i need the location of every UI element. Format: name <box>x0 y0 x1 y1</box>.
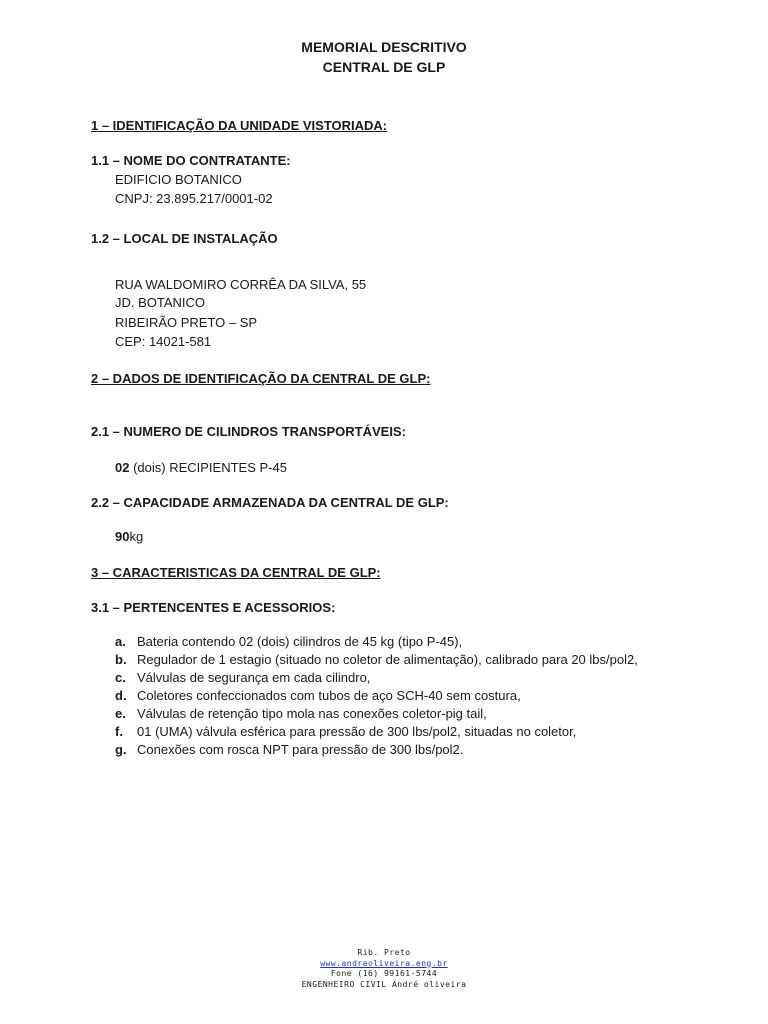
list-item-text: Conexões com rosca NPT para pressão de 300 lbs/pol2. <box>137 742 464 757</box>
list-item-text: 01 (UMA) válvula esférica para pressão de 300 lbs/pol2, situadas no coletor, <box>137 724 577 739</box>
list-item-text: Bateria contendo 02 (dois) cilindros de 45 kg (tipo P-45), <box>137 634 463 649</box>
contractor-name: EDIFICIO BOTANICO <box>115 172 242 187</box>
list-marker: e. <box>115 706 126 721</box>
address-street: RUA WALDOMIRO CORRÊA DA SILVA, 55 <box>115 277 367 292</box>
list-item <box>115 633 638 651</box>
cylinder-count <box>115 460 287 475</box>
list-item-text: Válvulas de segurança em cada cilindro, <box>137 670 371 685</box>
list-marker: c. <box>115 670 126 685</box>
footer-website-link[interactable]: www.andreoliveira.eng.br <box>320 958 448 968</box>
list-item <box>115 723 638 741</box>
list-marker: f. <box>115 724 123 739</box>
section-3-1-heading: 3.1 – PERTENCENTES E ACESSORIOS: <box>91 600 336 615</box>
document-subtitle: CENTRAL DE GLP <box>322 59 446 75</box>
list-item-text: Coletores confeccionados com tubos de aço SCH-40 sem costura, <box>137 688 521 703</box>
list-item <box>115 705 638 723</box>
section-3-heading: 3 – CARACTERISTICAS DA CENTRAL DE GLP: <box>91 565 381 580</box>
footer-phone: Fone (16) 99161-5744 <box>330 969 438 978</box>
footer <box>0 948 768 990</box>
section-1-heading: 1 – IDENTIFICAÇÃO DA UNIDADE VISTORIADA: <box>91 118 388 133</box>
address-district: JD. BOTANICO <box>115 295 206 310</box>
list-item <box>115 687 638 705</box>
list-marker: b. <box>115 652 127 667</box>
list-marker: d. <box>115 688 127 703</box>
section-1-2-heading: 1.2 – LOCAL DE INSTALAÇÃO <box>91 231 278 246</box>
section-2-1-heading: 2.1 – NUMERO DE CILINDROS TRANSPORTÁVEIS: <box>91 424 406 439</box>
footer-engineer: ENGENHEIRO CIVIL André oliveira <box>301 979 467 989</box>
list-item-text: Válvulas de retenção tipo mola nas conexões coletor-pig tail, <box>137 706 487 721</box>
list-marker: g. <box>115 742 127 757</box>
cylinder-count-number: 02 <box>115 460 130 475</box>
contractor-cnpj: CNPJ: 23.895.217/0001-02 <box>115 191 273 206</box>
section-1-1-heading: 1.1 – NOME DO CONTRATANTE: <box>91 153 291 168</box>
section-2-2-heading: 2.2 – CAPACIDADE ARMAZENADA DA CENTRAL DE GLP: <box>91 495 449 510</box>
list-marker: a. <box>115 634 126 649</box>
document-title: MEMORIAL DESCRITIVO <box>301 39 467 55</box>
cylinder-count-text: (dois) RECIPIENTES P-45 <box>129 460 287 475</box>
address-cep: CEP: 14021-581 <box>115 334 212 349</box>
storage-capacity-unit: kg <box>129 529 144 544</box>
storage-capacity-number: 90 <box>115 529 130 544</box>
list-item <box>115 741 638 759</box>
storage-capacity <box>115 529 143 544</box>
accessories-list <box>115 633 638 759</box>
address-city: RIBEIRÃO PRETO – SP <box>115 315 258 330</box>
list-item-text: Regulador de 1 estagio (situado no coletor de alimentação), calibrado para 20 lbs/pol2, <box>137 652 638 667</box>
list-item <box>115 651 638 669</box>
section-2-heading: 2 – DADOS DE IDENTIFICAÇÃO DA CENTRAL DE GLP: <box>91 371 431 386</box>
footer-city: Rib. Preto <box>357 948 411 957</box>
list-item <box>115 669 638 687</box>
